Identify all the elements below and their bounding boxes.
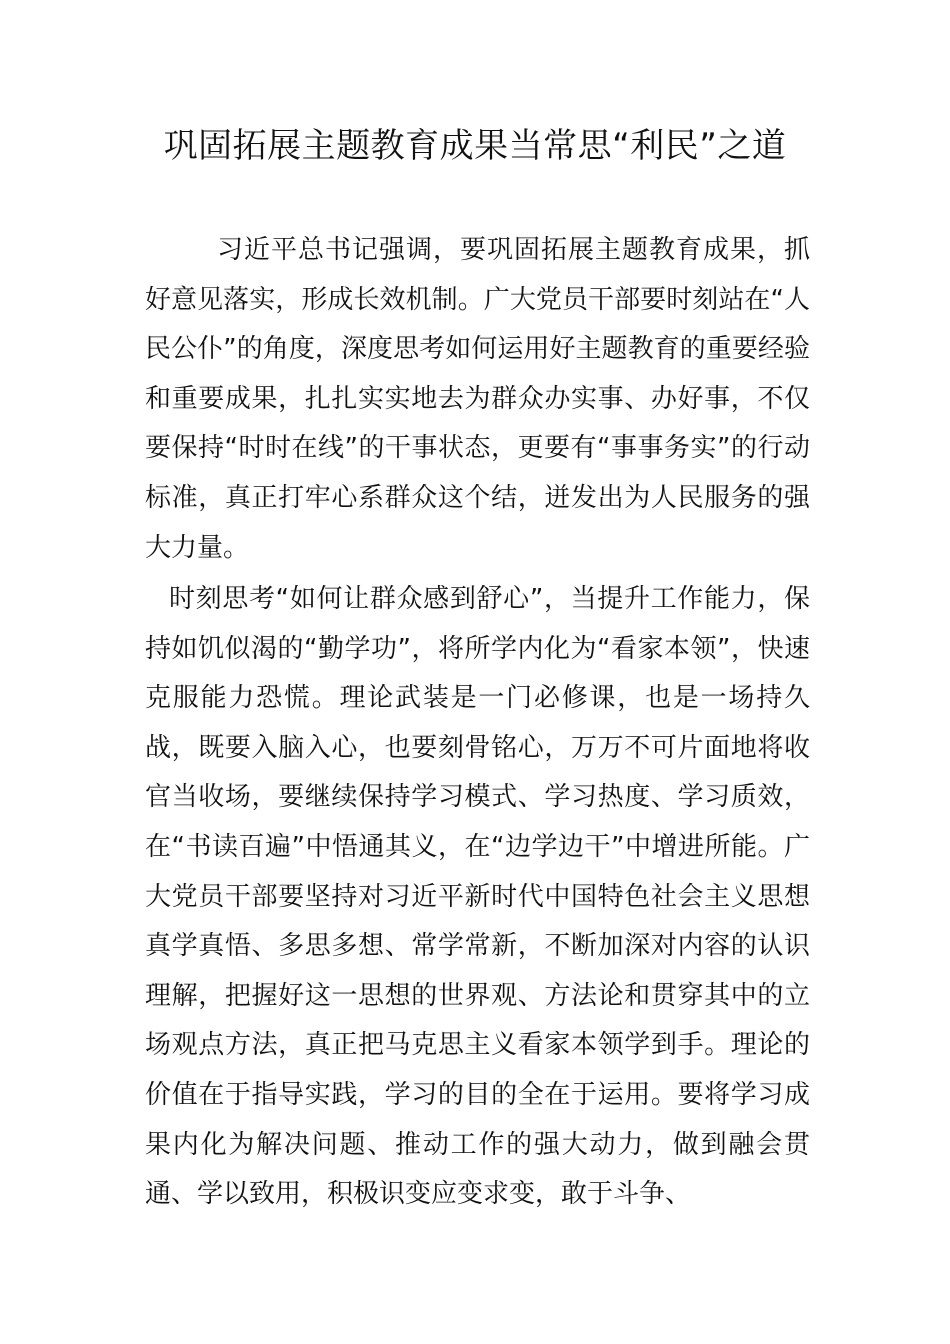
document-title: 巩固拓展主题教育成果当常思“利民”之道 xyxy=(163,126,787,166)
paragraph-2: 时刻思考“如何让群众感到舒心”，当提升工作能力，保持如饥似渴的“勤学功”，将所学内化为“看家本领”，快速克服能力恐慌。理论武装是一门必修课，也是一场持久战，既要入脑入心，也要刻骨铭心，万万不可片面地将收官当收场，要继续保持学习模式、学习热度、学习质效，在“书读百遍”中悟通其义，在“边学边干”中增进所能。广大党员干部要坚持对习近平新时代中国特色社会主义思想真学真悟、多思多想、常学常新，不断加深对内容的认识理解，把握好这一思想的世界观、方法论和贯穿其中的立场观点方法，真正把马克思主义看家本领学到手。理论的价值在于指导实践，学习的目的全在于运用。要将学习成果内化为解决问题、推动工作的强大动力，做到融会贯通、学以致用，积极识变应变求变，敢于斗争、 xyxy=(145,584,810,1210)
paragraph-1: 习近平总书记强调，要巩固拓展主题教育成果，抓好意见落实，形成长效机制。广大党员干部要时刻站在“人民公仆”的角度，深度思考如何运用好主题教育的重要经验和重要成果，扎扎实实地去为群众办实事、办好事，不仅要保持“时时在线”的干事状态，更要有“事事务实”的行动标准，真正打牢心系群众这个结，迸发出为人民服务的强大力量。 xyxy=(145,235,810,563)
